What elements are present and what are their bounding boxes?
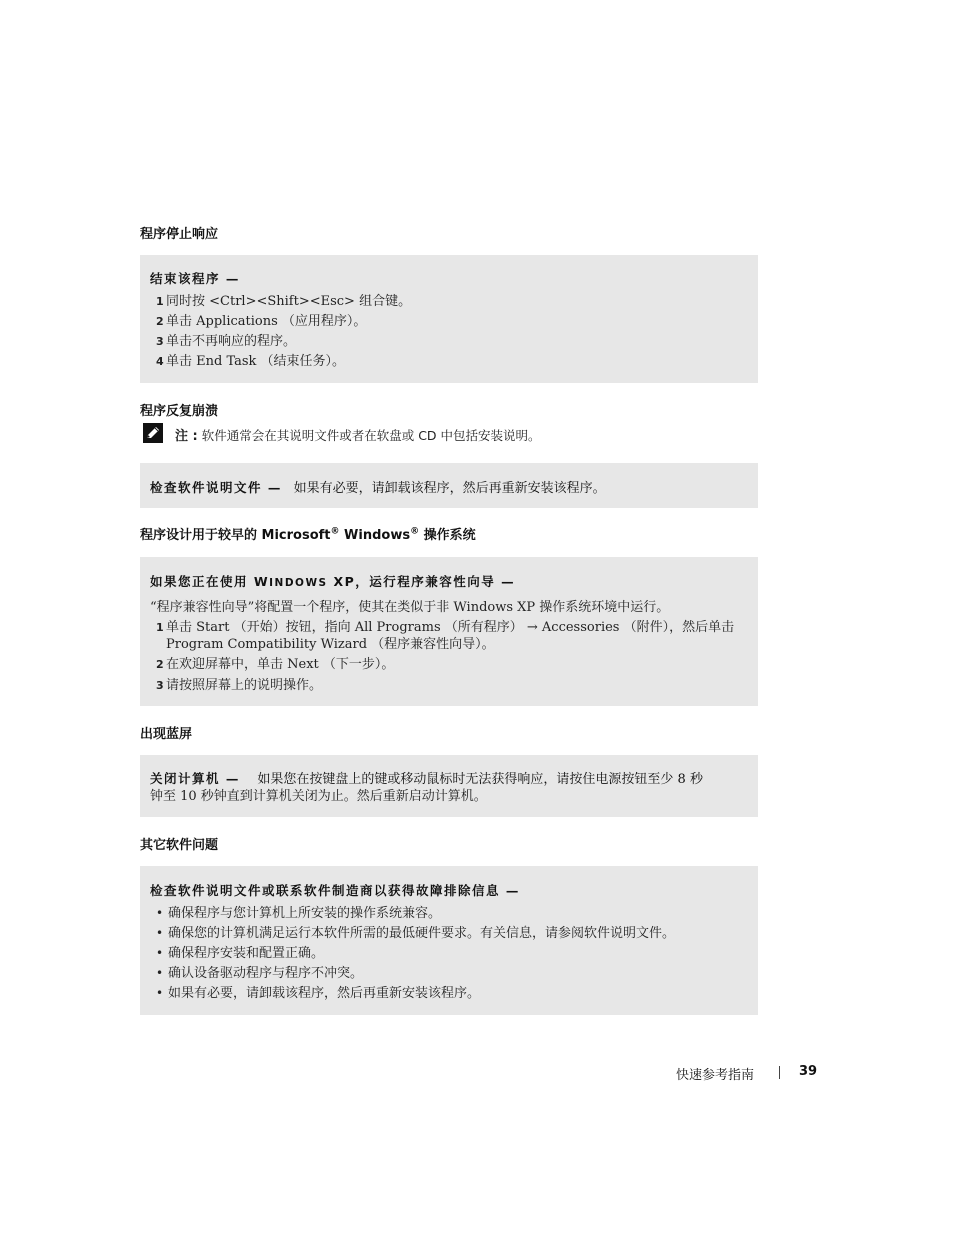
bullet-text: 确保程序安装和配置正确。 xyxy=(168,946,325,961)
step-item xyxy=(156,290,411,309)
step-text: 同时按 <Ctrl><Shift><Esc> 组合键。 xyxy=(166,294,412,309)
turn-off-computer-box xyxy=(140,755,758,817)
end-program-box xyxy=(140,255,758,383)
check-docs-box xyxy=(140,463,758,508)
bullet-text: 确保您的计算机满足运行本软件所需的最低硬件要求。有关信息，请参阅软件说明文件。 xyxy=(168,926,676,941)
bullet-item xyxy=(156,922,675,941)
step-item xyxy=(156,330,296,349)
step-number: 2 xyxy=(156,658,164,671)
box-title: 检查软件说明文件 — xyxy=(150,480,282,495)
bullet-item xyxy=(156,942,324,961)
step-text: 单击不再响应的程序。 xyxy=(166,334,297,349)
box-title: 关闭计算机 — xyxy=(150,771,240,786)
bullet-text: 如果有必要，请卸载该程序，然后再重新安装该程序。 xyxy=(168,986,481,1001)
box-title: 如果您正在使用 WINDOWS XP，运行程序兼容性向导 — xyxy=(150,574,516,589)
bullet-item xyxy=(156,962,363,981)
box-text-line1: 如果您在按键盘上的键或移动鼠标时无法获得响应，请按住电源按钮至少 8 秒 xyxy=(257,772,703,787)
step-number: 1 xyxy=(156,295,164,308)
box-title: 结束该程序 — xyxy=(150,271,240,286)
step-text: 在欢迎屏幕中，单击 Next （下一步）。 xyxy=(166,657,395,672)
bullet: • xyxy=(156,906,164,920)
step-text: 单击 End Task （结束任务）。 xyxy=(166,354,346,369)
bullet-text: 确保程序与您计算机上所安装的操作系统兼容。 xyxy=(168,906,442,921)
step-item xyxy=(156,653,394,672)
box-title: 检查软件说明文件或联系软件制造商以获得故障排除信息 — xyxy=(150,883,520,898)
section-heading-older-windows: 程序设计用于较早的 Microsoft® Windows® 操作系统 xyxy=(140,526,476,543)
box-text: 如果有必要，请卸载该程序，然后再重新安装该程序。 xyxy=(293,481,606,496)
step-number: 1 xyxy=(156,621,164,634)
bullet-item xyxy=(156,982,480,1001)
bullet: • xyxy=(156,946,164,960)
note-text: 软件通常会在其说明文件或者在软盘或 CD 中包括安装说明。 xyxy=(201,428,541,443)
step-item xyxy=(156,674,322,693)
troubleshooting-info-box xyxy=(140,866,758,1015)
registered-mark: ® xyxy=(410,526,420,537)
step-item xyxy=(156,350,345,369)
bullet-text: 确认设备驱动程序与程序不冲突。 xyxy=(168,966,364,981)
compatibility-wizard-box xyxy=(140,557,758,706)
note-label: 注 : xyxy=(175,429,198,444)
step-text-continued: Program Compatibility Wizard （程序兼容性向导）。 xyxy=(166,637,495,652)
section-heading-other-software: 其它软件问题 xyxy=(140,838,219,853)
step-text: 单击 Applications （应用程序）。 xyxy=(166,314,367,329)
bullet-item xyxy=(156,902,441,921)
bullet: • xyxy=(156,926,164,940)
section-heading-program-crashes: 程序反复崩溃 xyxy=(140,404,219,419)
page-number: 39 xyxy=(799,1064,818,1079)
section-heading-program-not-responding: 程序停止响应 xyxy=(140,227,219,242)
step-number: 2 xyxy=(156,315,164,328)
step-number: 3 xyxy=(156,335,164,348)
step-text: 单击 Start （开始）按钮，指向 All Programs （所有程序） → Accessories （附件），然后单击 xyxy=(166,620,735,635)
note-pencil-icon xyxy=(143,423,163,443)
footer-guide-title: 快速参考指南 xyxy=(676,1068,755,1083)
wizard-intro: “程序兼容性向导”将配置一个程序，使其在类似于非 Windows XP 操作系统环境中运行。 xyxy=(150,600,670,615)
box-text-line2: 钟至 10 秒钟直到计算机关闭为止。然后重新启动计算机。 xyxy=(150,789,487,804)
registered-mark: ® xyxy=(330,526,340,537)
step-number: 4 xyxy=(156,355,164,368)
step-number: 3 xyxy=(156,679,164,692)
footer-divider xyxy=(779,1066,780,1079)
bullet: • xyxy=(156,966,164,980)
step-text: 请按照屏幕上的说明操作。 xyxy=(166,678,323,693)
bullet: • xyxy=(156,986,164,1000)
section-heading-blue-screen: 出现蓝屏 xyxy=(140,727,193,742)
step-item xyxy=(156,310,366,329)
